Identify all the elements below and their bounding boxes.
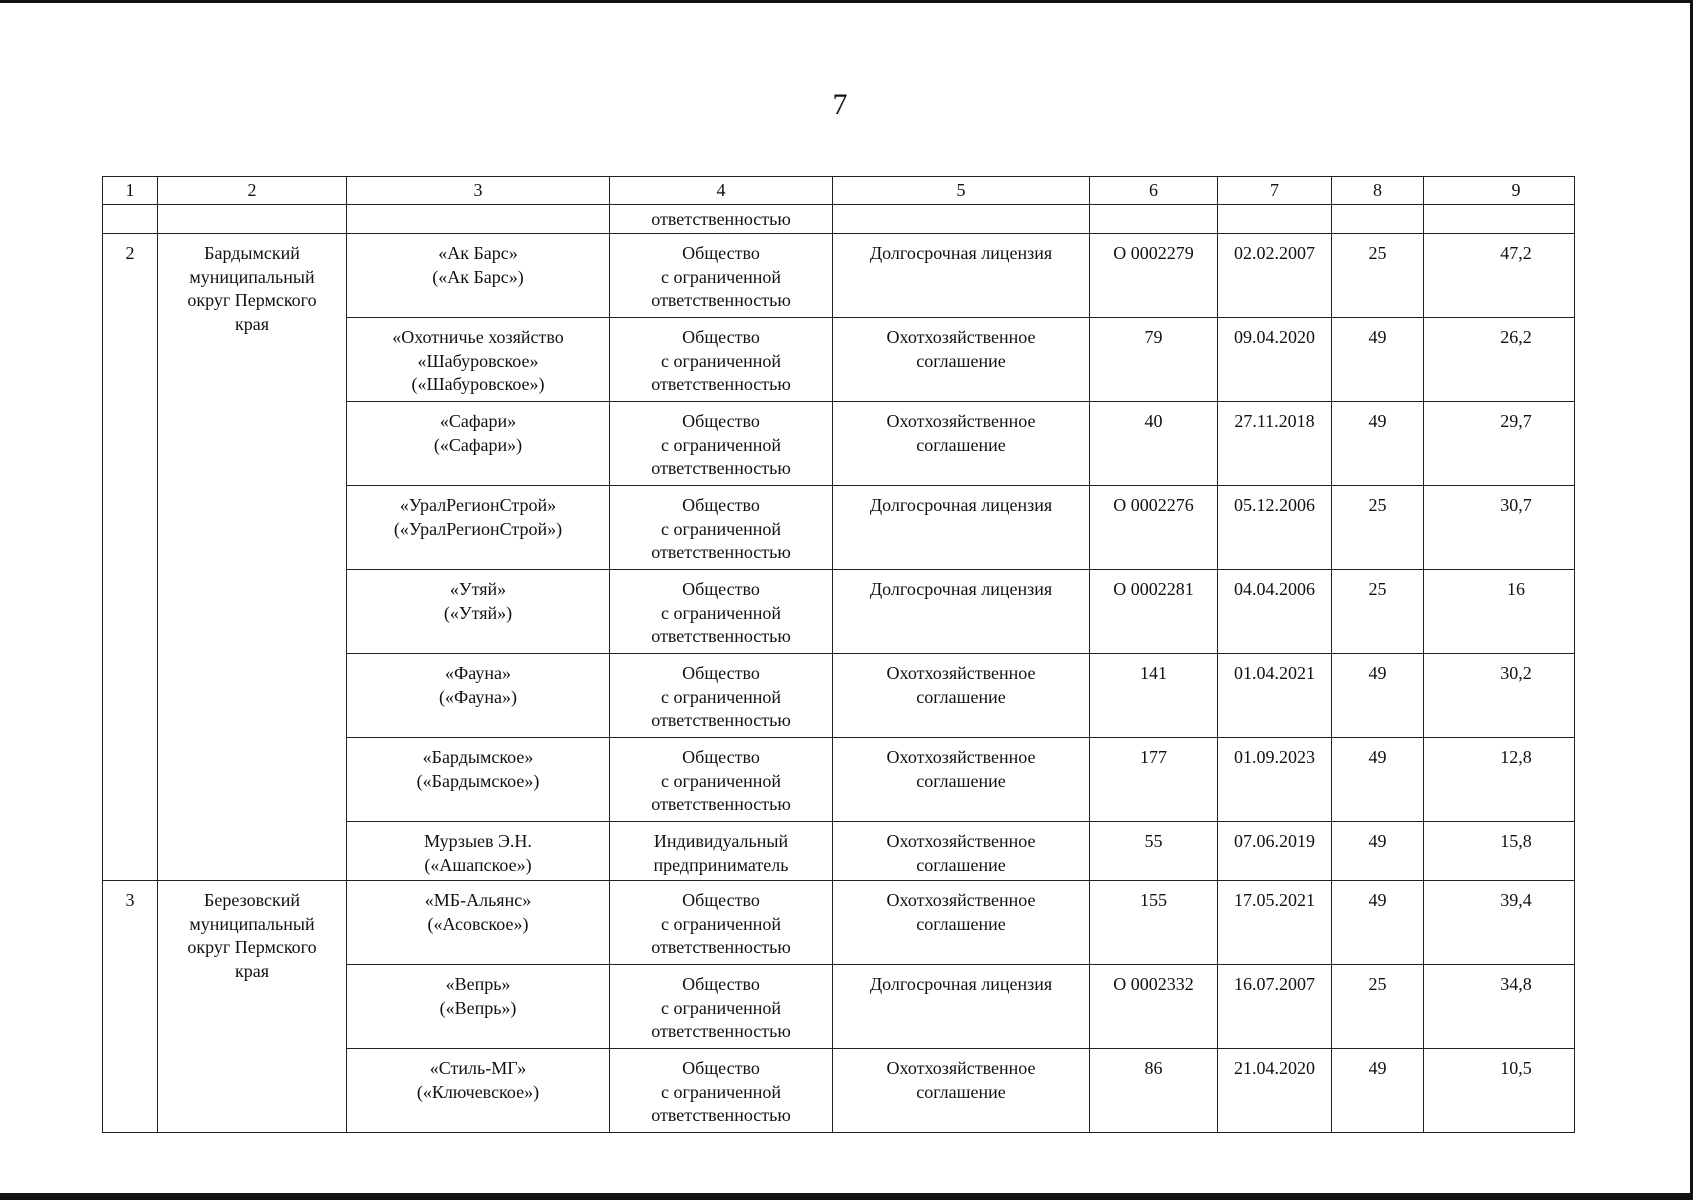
document-type-cell: Охотхозяйственное соглашение	[833, 738, 1090, 822]
table-cell	[103, 205, 158, 234]
scan-border-top	[0, 0, 1693, 3]
document-type-cell: Охотхозяйственное соглашение	[833, 654, 1090, 738]
term-cell: 49	[1332, 738, 1424, 822]
document-type-cell: Охотхозяйственное соглашение	[833, 881, 1090, 965]
term-cell: 49	[1332, 654, 1424, 738]
legal-form-cell: Общество с ограниченной ответственностью	[610, 318, 833, 402]
document-type-cell: Долгосрочная лицензия	[833, 570, 1090, 654]
document-type-cell: Долгосрочная лицензия	[833, 965, 1090, 1049]
legal-form-cell: Общество с ограниченной ответственностью	[610, 965, 833, 1049]
table-cell	[1090, 205, 1218, 234]
legal-form-cell: Общество с ограниченной ответственностью	[610, 486, 833, 570]
column-number-row	[103, 177, 1575, 205]
page-number: 7	[832, 88, 848, 121]
area-cell: 16	[1424, 570, 1575, 654]
date-cell: 01.04.2021	[1218, 654, 1332, 738]
row-number-cell: 2	[103, 234, 158, 881]
document-type-cell: Долгосрочная лицензия	[833, 486, 1090, 570]
document-number-cell: 55	[1090, 822, 1218, 881]
area-cell: 30,2	[1424, 654, 1575, 738]
term-cell: 49	[1332, 318, 1424, 402]
column-number: 3	[347, 177, 610, 205]
term-cell: 49	[1332, 1049, 1424, 1133]
term-cell: 49	[1332, 402, 1424, 486]
legal-form-cell: Общество с ограниченной ответственностью	[610, 881, 833, 965]
table-cell	[1424, 205, 1575, 234]
legal-form-cell: Общество с ограниченной ответственностью	[610, 654, 833, 738]
organization-cell: «Ак Барс» («Ак Барс»)	[347, 234, 610, 318]
document-number-cell: 141	[1090, 654, 1218, 738]
organization-cell: «Фауна» («Фауна»)	[347, 654, 610, 738]
area-cell: 39,4	[1424, 881, 1575, 965]
document-number-cell: О 0002279	[1090, 234, 1218, 318]
term-cell: 25	[1332, 234, 1424, 318]
organization-cell: «Стиль-МГ» («Ключевское»)	[347, 1049, 610, 1133]
date-cell: 21.04.2020	[1218, 1049, 1332, 1133]
document-number-cell: 155	[1090, 881, 1218, 965]
district-cell: Березовский муниципальный округ Пермского края	[158, 881, 347, 1133]
column-number: 9	[1424, 177, 1575, 205]
table-row	[103, 234, 1575, 318]
organization-cell: «УралРегионСтрой» («УралРегионСтрой»)	[347, 486, 610, 570]
document-type-cell: Охотхозяйственное соглашение	[833, 822, 1090, 881]
legal-form-cell: Общество с ограниченной ответственностью	[610, 402, 833, 486]
column-number: 4	[610, 177, 833, 205]
table-cell	[1332, 205, 1424, 234]
date-cell: 09.04.2020	[1218, 318, 1332, 402]
area-cell: 34,8	[1424, 965, 1575, 1049]
document-number-cell: О 0002281	[1090, 570, 1218, 654]
term-cell: 49	[1332, 881, 1424, 965]
column-number: 2	[158, 177, 347, 205]
date-cell: 05.12.2006	[1218, 486, 1332, 570]
legal-form-cell: Общество с ограниченной ответственностью	[610, 234, 833, 318]
column-number: 5	[833, 177, 1090, 205]
legal-form-cell: Общество с ограниченной ответственностью	[610, 570, 833, 654]
column-number: 7	[1218, 177, 1332, 205]
legal-form-cell: Общество с ограниченной ответственностью	[610, 738, 833, 822]
document-number-cell: О 0002276	[1090, 486, 1218, 570]
term-cell: 25	[1332, 570, 1424, 654]
document-type-cell: Долгосрочная лицензия	[833, 234, 1090, 318]
area-cell: 47,2	[1424, 234, 1575, 318]
term-cell: 25	[1332, 486, 1424, 570]
term-cell: 49	[1332, 822, 1424, 881]
table-cell: ответственностью	[610, 205, 833, 234]
document-type-cell: Охотхозяйственное соглашение	[833, 402, 1090, 486]
area-cell: 12,8	[1424, 738, 1575, 822]
date-cell: 02.02.2007	[1218, 234, 1332, 318]
area-cell: 30,7	[1424, 486, 1575, 570]
row-number-cell: 3	[103, 881, 158, 1133]
scan-border-bottom	[0, 1193, 1693, 1200]
district-cell: Бардымский муниципальный округ Пермского края	[158, 234, 347, 881]
column-number: 1	[103, 177, 158, 205]
date-cell: 07.06.2019	[1218, 822, 1332, 881]
area-cell: 29,7	[1424, 402, 1575, 486]
legal-form-cell: Общество с ограниченной ответственностью	[610, 1049, 833, 1133]
organization-cell: «Охотничье хозяйство «Шабуровское» («Шабуровское»)	[347, 318, 610, 402]
area-cell: 10,5	[1424, 1049, 1575, 1133]
date-cell: 04.04.2006	[1218, 570, 1332, 654]
document-number-cell: 79	[1090, 318, 1218, 402]
table-cell	[1218, 205, 1332, 234]
date-cell: 16.07.2007	[1218, 965, 1332, 1049]
organization-cell: Мурзыев Э.Н. («Ашапское»)	[347, 822, 610, 881]
table-cell	[347, 205, 610, 234]
document-number-cell: 40	[1090, 402, 1218, 486]
document-number-cell: 86	[1090, 1049, 1218, 1133]
organization-cell: «Бардымское» («Бардымское»)	[347, 738, 610, 822]
organization-cell: «МБ-Альянс» («Асовское»)	[347, 881, 610, 965]
column-number: 8	[1332, 177, 1424, 205]
document-type-cell: Охотхозяйственное соглашение	[833, 1049, 1090, 1133]
area-cell: 15,8	[1424, 822, 1575, 881]
organization-cell: «Утяй» («Утяй»)	[347, 570, 610, 654]
document-number-cell: О 0002332	[1090, 965, 1218, 1049]
date-cell: 17.05.2021	[1218, 881, 1332, 965]
area-cell: 26,2	[1424, 318, 1575, 402]
table-cell	[158, 205, 347, 234]
organization-cell: «Вепрь» («Вепрь»)	[347, 965, 610, 1049]
table-cell	[833, 205, 1090, 234]
term-cell: 25	[1332, 965, 1424, 1049]
date-cell: 27.11.2018	[1218, 402, 1332, 486]
hunting-grounds-table	[102, 176, 1575, 1133]
continuation-row	[103, 205, 1575, 234]
column-number: 6	[1090, 177, 1218, 205]
document-type-cell: Охотхозяйственное соглашение	[833, 318, 1090, 402]
document-number-cell: 177	[1090, 738, 1218, 822]
organization-cell: «Сафари» («Сафари»)	[347, 402, 610, 486]
table-row	[103, 881, 1575, 965]
date-cell: 01.09.2023	[1218, 738, 1332, 822]
table-body	[103, 177, 1575, 1133]
legal-form-cell: Индивидуальный предприниматель	[610, 822, 833, 881]
